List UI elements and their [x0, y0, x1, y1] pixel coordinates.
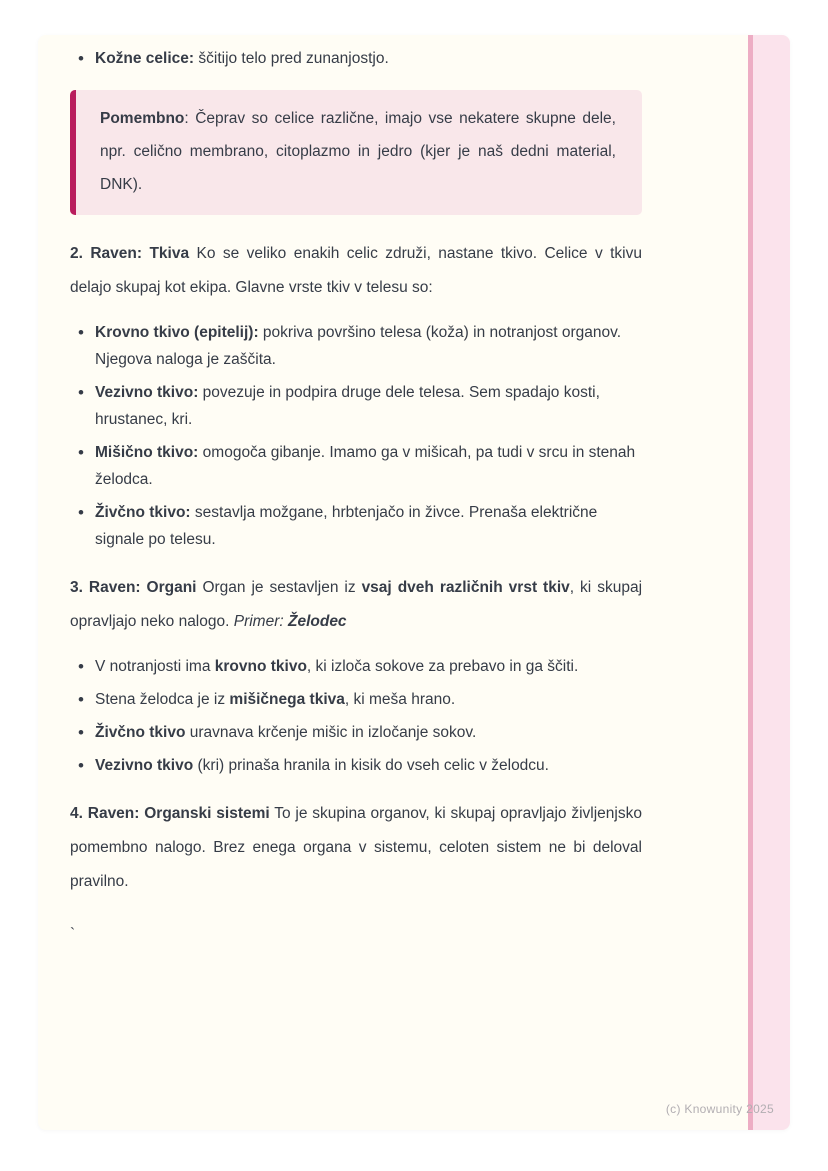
item-text-post: , ki meša hrano.: [344, 691, 456, 708]
document-content: [70, 45, 642, 948]
list-item: [95, 752, 642, 779]
term-description: pokriva površino telesa (koža) in notranjost organov. Njegova naloga je zaščita.: [95, 324, 622, 368]
item-text-post: (kri) prinaša hranila in kisik do vseh celic v želodcu.: [193, 757, 549, 774]
tissue-types-list: [70, 319, 642, 553]
term-label: Krovno tkivo (epitelij):: [95, 324, 259, 341]
watermark: (c) Knowunity 2025: [665, 1102, 774, 1116]
term-label: Kožne celice:: [95, 50, 195, 67]
callout-body: : Čeprav so celice različne, imajo vse nekatere skupne dele, npr. celično membrano, citoplazmo in jedro (kjer je naš dedni material, DNK).: [100, 110, 616, 193]
section-3-paragraph: [70, 571, 642, 639]
item-text-post: , ki izloča sokove za prebavo in ga ščiti.: [306, 658, 579, 675]
term-label: Mišično tkivo:: [95, 444, 199, 461]
page-edge-band: [748, 35, 790, 1130]
example-label: Primer:: [233, 613, 288, 630]
section-4-paragraph: [70, 797, 642, 899]
callout-text: [100, 102, 616, 201]
item-term: krovno tkivo: [214, 658, 307, 675]
section-4-text: To je skupina organov, ki skupaj opravljajo življenjsko pomembno nalogo. Brez enega organa v sistemu, celoten sistem ne bi deloval pravilno.: [70, 805, 642, 890]
section-3-heading: 3. Raven: Organi: [70, 579, 197, 596]
list-item: [95, 686, 642, 713]
item-text-pre: V notranjosti ima: [95, 658, 215, 675]
document-page: [38, 35, 790, 1130]
stomach-tissues-list: [70, 653, 642, 779]
stray-character: `: [70, 926, 76, 943]
section-4-heading: 4. Raven: Organski sistemi: [70, 805, 270, 822]
item-term: Vezivno tkivo: [95, 757, 194, 774]
list-item: [95, 499, 642, 553]
callout-box: [70, 90, 642, 215]
list-item: [95, 45, 642, 72]
term-description: omogoča gibanje. Imamo ga v mišicah, pa tudi v srcu in stenah želodca.: [95, 444, 636, 488]
list-item: [95, 653, 642, 680]
term-label: Vezivno tkivo:: [95, 384, 199, 401]
cell-types-list: [70, 45, 642, 72]
section-3-bold-phrase: vsaj dveh različnih vrst tkiv: [361, 579, 570, 596]
example-value: Želodec: [287, 613, 347, 630]
term-description: sestavlja možgane, hrbtenjačo in živce. Prenaša električne signale po telesu.: [95, 504, 598, 548]
section-3-text-after: , ki skupaj opravljajo neko nalogo.: [70, 579, 643, 630]
item-text-post: uravnava krčenje mišic in izločanje sokov.: [185, 724, 477, 741]
list-item: [95, 719, 642, 746]
term-label: Živčno tkivo:: [95, 504, 191, 521]
term-description: povezuje in podpira druge dele telesa. Sem spadajo kosti, hrustanec, kri.: [95, 384, 600, 428]
list-item: [95, 379, 642, 433]
item-term: Živčno tkivo: [95, 724, 186, 741]
section-3-text: Organ je sestavljen iz: [196, 579, 362, 596]
list-item: [95, 319, 642, 373]
section-2-paragraph: [70, 237, 642, 305]
item-term: mišičnega tkiva: [229, 691, 345, 708]
list-item: [95, 439, 642, 493]
callout-label: Pomembno: [100, 110, 185, 127]
section-2-text: Ko se veliko enakih celic združi, nastane tkivo. Celice v tkivu delajo skupaj kot ekipa. Glavne vrste tkiv v telesu so:: [70, 245, 642, 296]
term-description: ščitijo telo pred zunanjostjo.: [194, 50, 389, 67]
section-2-heading: 2. Raven: Tkiva: [70, 245, 190, 262]
item-text-pre: Stena želodca je iz: [95, 691, 230, 708]
